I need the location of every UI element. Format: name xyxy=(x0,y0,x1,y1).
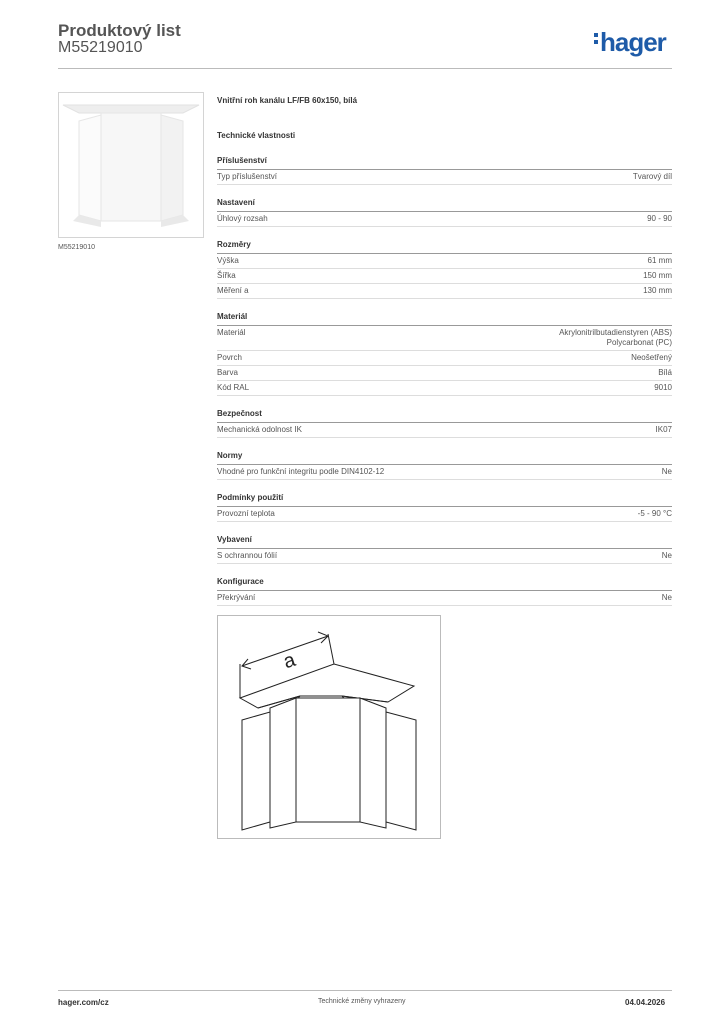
spec-label: Měření a xyxy=(217,286,249,295)
section-title: Rozměry xyxy=(217,240,672,254)
footer-divider xyxy=(58,990,672,991)
spec-row xyxy=(217,269,672,284)
spec-value: Bílá xyxy=(658,368,672,377)
spec-section xyxy=(217,409,672,438)
spec-row xyxy=(217,326,672,351)
spec-value: 61 mm xyxy=(647,256,672,265)
spec-value: 9010 xyxy=(654,383,672,392)
section-title: Podmínky použití xyxy=(217,493,672,507)
section-title: Příslušenství xyxy=(217,156,672,170)
header-divider xyxy=(58,68,672,69)
spec-row xyxy=(217,507,672,522)
spec-label: Úhlový rozsah xyxy=(217,214,268,223)
section-title: Materiál xyxy=(217,312,672,326)
spec-label: Kód RAL xyxy=(217,383,250,392)
spec-section xyxy=(217,240,672,299)
spec-section xyxy=(217,198,672,227)
tech-properties-title: Technické vlastnosti xyxy=(217,131,296,140)
logo-text: hager xyxy=(600,27,666,57)
hager-logo xyxy=(594,27,666,58)
spec-value: IK07 xyxy=(655,425,672,434)
spec-label: Typ příslušenství xyxy=(217,172,278,181)
spec-value: Tvarový díl xyxy=(632,172,672,181)
spec-row xyxy=(217,366,672,381)
spec-value: Ne xyxy=(661,467,672,476)
section-title: Konfigurace xyxy=(217,577,672,591)
footer-website-link[interactable]: hager.com/cz xyxy=(58,998,109,1007)
spec-section xyxy=(217,535,672,564)
product-code: M55219010 xyxy=(58,39,143,56)
spec-value: Neošetřený xyxy=(631,353,672,362)
spec-label: Povrch xyxy=(217,353,242,362)
spec-row xyxy=(217,284,672,299)
footer-date: 04.04.2026 xyxy=(625,998,666,1007)
product-thumbnail xyxy=(58,92,204,238)
spec-row xyxy=(217,549,672,564)
spec-section xyxy=(217,156,672,185)
spec-row xyxy=(217,170,672,185)
spec-row xyxy=(217,212,672,227)
product-name: Vnitřní roh kanálu LF/FB 60x150, bílá xyxy=(217,96,358,105)
spec-label: Provozní teplota xyxy=(217,509,275,518)
spec-label: Barva xyxy=(217,368,238,377)
section-title: Vybavení xyxy=(217,535,672,549)
thumbnail-caption: M55219010 xyxy=(58,244,95,251)
spec-section xyxy=(217,451,672,480)
spec-section xyxy=(217,312,672,396)
spec-row xyxy=(217,591,672,606)
page-title: Produktový list xyxy=(58,21,181,40)
spec-value: 150 mm xyxy=(643,271,672,280)
spec-value: 130 mm xyxy=(643,286,672,295)
spec-row xyxy=(217,423,672,438)
spec-label: Vhodné pro funkční integritu podle DIN4102-12 xyxy=(217,467,385,476)
footer-disclaimer: Technické změny vyhrazeny xyxy=(318,998,406,1005)
spec-value: 90 - 90 xyxy=(647,214,672,223)
spec-label: Materiál xyxy=(217,328,246,337)
spec-row xyxy=(217,465,672,480)
spec-row xyxy=(217,381,672,396)
section-title: Normy xyxy=(217,451,672,465)
dimension-label-a: a xyxy=(280,648,299,674)
spec-row xyxy=(217,254,672,269)
spec-value: Akrylonitrilbutadienstyren (ABS) Polycarbonat (PC) xyxy=(559,328,672,347)
spec-label: Výška xyxy=(217,256,239,265)
spec-label: Mechanická odolnost IK xyxy=(217,425,302,434)
spec-row xyxy=(217,351,672,366)
technical-drawing xyxy=(217,615,441,839)
spec-value: Ne xyxy=(661,551,672,560)
spec-section xyxy=(217,577,672,606)
spec-label: Šířka xyxy=(217,271,236,280)
section-title: Nastavení xyxy=(217,198,672,212)
spec-content xyxy=(217,96,672,629)
spec-label: S ochrannou fólií xyxy=(217,551,278,560)
spec-section xyxy=(217,493,672,522)
spec-value: -5 - 90 °C xyxy=(637,509,672,518)
spec-value: Ne xyxy=(661,593,672,602)
spec-sections xyxy=(217,156,672,606)
section-title: Bezpečnost xyxy=(217,409,672,423)
spec-label: Překrývání xyxy=(217,593,256,602)
